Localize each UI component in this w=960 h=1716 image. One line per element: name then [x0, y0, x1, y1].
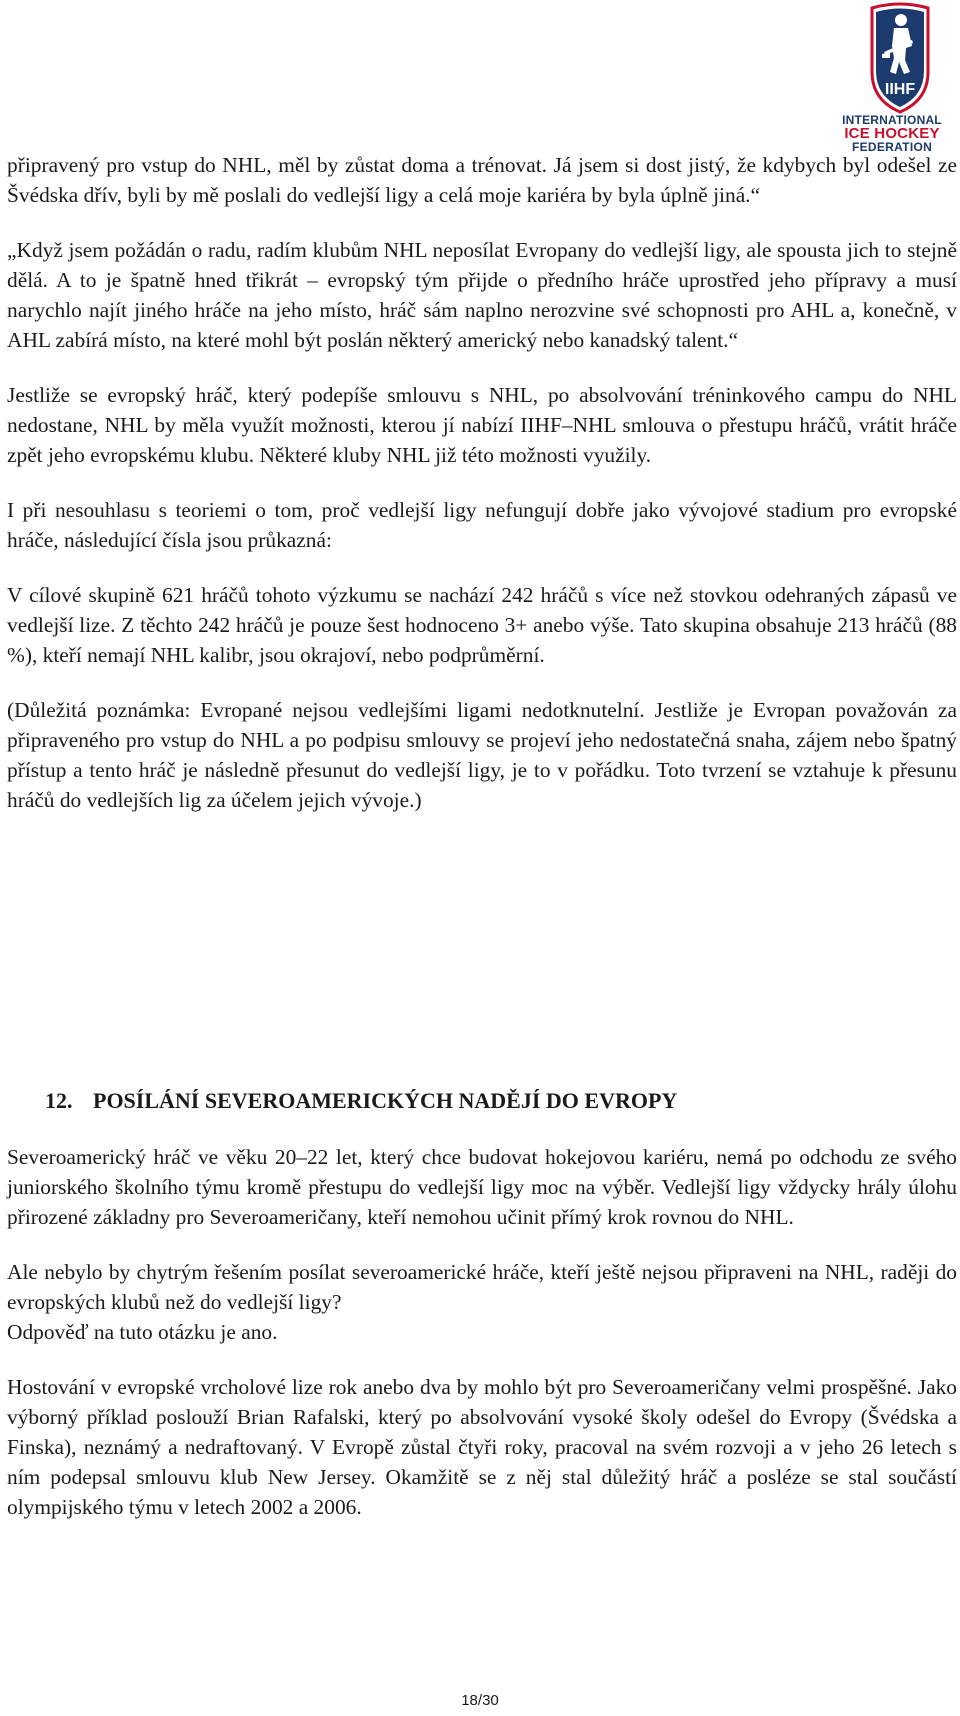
paragraph-statistics: V cílové skupině 621 hráčů tohoto výzkumu se nachází 242 hráčů s více než stovkou odehraných zápasů ve vedlejší lize. Z těchto 242 hráčů je pouze šest hodnoceno 3+ anebo výše. Tato skupina obsahuje 213 hráčů (88 %), kteří nemají NHL kalibr, jsou okrajoví, nebo podprůměrní. [7, 583, 957, 667]
section-number: 12. [45, 1088, 73, 1113]
paragraph-advice-quote: „Když jsem požádán o radu, radím klubům NHL neposílat Evropany do vedlejší ligy, ale spousta jich to stejně dělá. A to je špatně hned třikrát – evropský tým přijde o předního hráče uprostřed jeho přípravy a musí narychlo najít jiného hráče na jeho místo, hráč sám naplno nerozvine své schopnosti pro AHL a, konečně, v AHL zabírá místo, na které mohl být poslán některý americký nebo kanadský talent.“ [7, 238, 957, 352]
paragraph-rafalski-example: Hostování v evropské vrcholové lize rok anebo dva by mohlo být pro Severoameričany velmi prospěšné. Jako výborný příklad poslouží Brian Rafalski, který po absolvování vysoké školy odešel do Evropy (Švédska a Finska), neznámý a nedraftovaný. V Evropě zůstal čtyři roky, pracoval na svém rozvoji a v jeho 26 letech s ním podepsal smlouvu klub New Jersey. Okamžitě se z něj stal důležitý hráč a posléze se stal součástí olympijského týmu v letech 2002 a 2006. [7, 1375, 957, 1519]
section-title: POSÍLÁNÍ SEVEROAMERICKÝCH NADĚJÍ DO EVROPY [93, 1088, 678, 1113]
iihf-abbr-mark [868, 78, 932, 98]
paragraph-numbers-intro: I při nesouhlasu s teoriemi o tom, proč vedlejší ligy nefungují dobře jako vývojové stadium pro evropské hráče, následující čísla jsou průkazná: [7, 498, 957, 552]
paragraph-important-note: (Důležitá poznámka: Evropané nejsou vedlejšími ligami nedotknutelní. Jestliže je Evropan považován za připraveného pro vstup do NHL a po podpisu smlouvy se projeví jeho nedostatečná snaha, zájem nebo špatný přístup a tento hráč je následně přesunut do vedlejší ligy, je to v pořádku. Toto tvrzení se vztahuje k přesunu hráčů do vedlejších lig za účelem jejich vývoje.) [7, 698, 957, 812]
logo-line-1: INTERNATIONAL [842, 113, 942, 127]
document-body [7, 150, 957, 815]
paragraph-iihf-nhl-agreement: Jestliže se evropský hráč, který podepíše smlouvu s NHL, po absolvování tréninkového campu do NHL nedostane, NHL by měla využít možnosti, kterou jí nabízí IIHF–NHL smlouva o přestupu hráčů, vrátit hráče zpět jeho evropskému klubu. Některé kluby NHL již této možnosti využily. [7, 383, 957, 467]
section-body [7, 1142, 957, 1522]
iihf-logo [836, 0, 948, 154]
section-heading [45, 1086, 677, 1116]
iihf-wordmark [836, 114, 948, 153]
logo-line-3: FEDERATION [851, 140, 933, 154]
paragraph-quote-end: připravený pro vstup do NHL, měl by zůstat doma a trénovat. Já jsem si dost jistý, že kdybych byl odešel ze Švédska dřív, byli by mě poslali do vedlejší ligy a celá moje kariéra by byla úplně jiná.“ [7, 153, 957, 207]
paragraph-north-american-player: Severoamerický hráč ve věku 20–22 let, který chce budovat hokejovou kariéru, nemá po odchodu ze svého juniorského školního týmu kromě přestupu do vedlejší ligy moc na výběr. Vedlejší ligy vždycky hrály úlohu přirozené základny pro Severoameričany, kteří nemohou učinit přímý krok rovnou do NHL. [7, 1145, 957, 1229]
page-number: 18/30 [461, 1692, 499, 1709]
paragraph-question: Ale nebylo by chytrým řešením posílat severoamerické hráče, kteří ještě nejsou připraveni na NHL, raději do evropských klubů než do vedlejší ligy? [7, 1260, 957, 1314]
logo-line-2: ICE HOCKEY [844, 125, 940, 142]
paragraph-answer: Odpověď na tuto otázku je ano. [7, 1320, 278, 1344]
iihf-abbr: IIHF [884, 81, 916, 98]
